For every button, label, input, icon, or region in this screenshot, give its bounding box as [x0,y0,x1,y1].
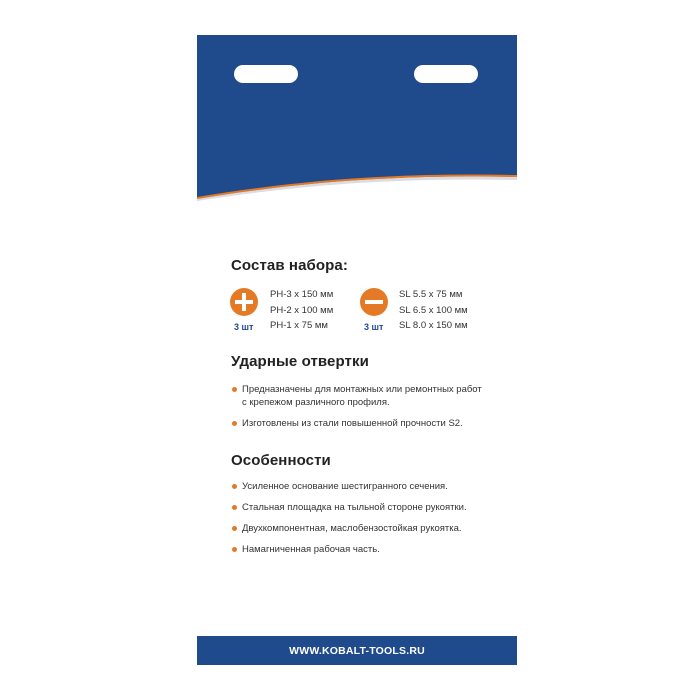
features-list [232,480,482,564]
footer-band [197,636,517,665]
list-item [232,417,482,430]
bullet-text: Изготовлены из стали повышенной прочности S2. [242,418,463,429]
packaging-card [197,35,517,665]
list-item [232,543,482,556]
bullet-text: Стальная площадка на тыльной стороне рукоятки. [242,502,467,513]
slotted-spec-2: SL 6.5 x 100 мм [399,304,468,316]
phillips-spec-1: PH-3 x 150 мм [270,289,334,300]
bullet-dot-icon [232,484,237,489]
slotted-qty: 3 шт [364,322,384,332]
phillips-qty: 3 шт [234,322,254,332]
slotted-spec-1: SL 5.5 x 75 мм [399,289,463,300]
bullet-dot-icon [232,387,237,392]
website-url[interactable]: WWW.KOBALT-TOOLS.RU [289,644,425,657]
bullet-text: Предназначены для монтажных или ремонтных работ с крепежом различного профиля. [242,384,482,408]
bullet-dot-icon [232,505,237,510]
composition-title: Состав набора: [231,257,348,274]
bullet-text: Усиленное основание шестигранного сечения. [242,481,448,492]
phillips-cross-icon [230,288,258,316]
list-item [232,522,482,535]
impact-list [232,383,482,438]
list-item [232,480,482,493]
bullet-dot-icon [232,421,237,426]
bullet-text: Намагниченная рабочая часть. [242,544,380,555]
list-item [232,383,482,409]
phillips-spec-3: PH-1 x 75 мм [270,320,328,331]
bullet-dot-icon [232,547,237,552]
bullet-text: Двухкомпонентная, маслобензостойкая рукоятка. [242,523,462,534]
content-area [197,35,517,665]
phillips-spec-2: PH-2 x 100 мм [270,304,334,316]
list-item [232,501,482,514]
slotted-spec-list [399,287,468,334]
impact-title: Ударные отвертки [231,353,369,370]
bullet-dot-icon [232,526,237,531]
features-title: Особенности [231,452,331,469]
phillips-spec-list [270,287,333,334]
slotted-spec-3: SL 8.0 x 150 мм [399,320,468,331]
slotted-minus-icon [360,288,388,316]
